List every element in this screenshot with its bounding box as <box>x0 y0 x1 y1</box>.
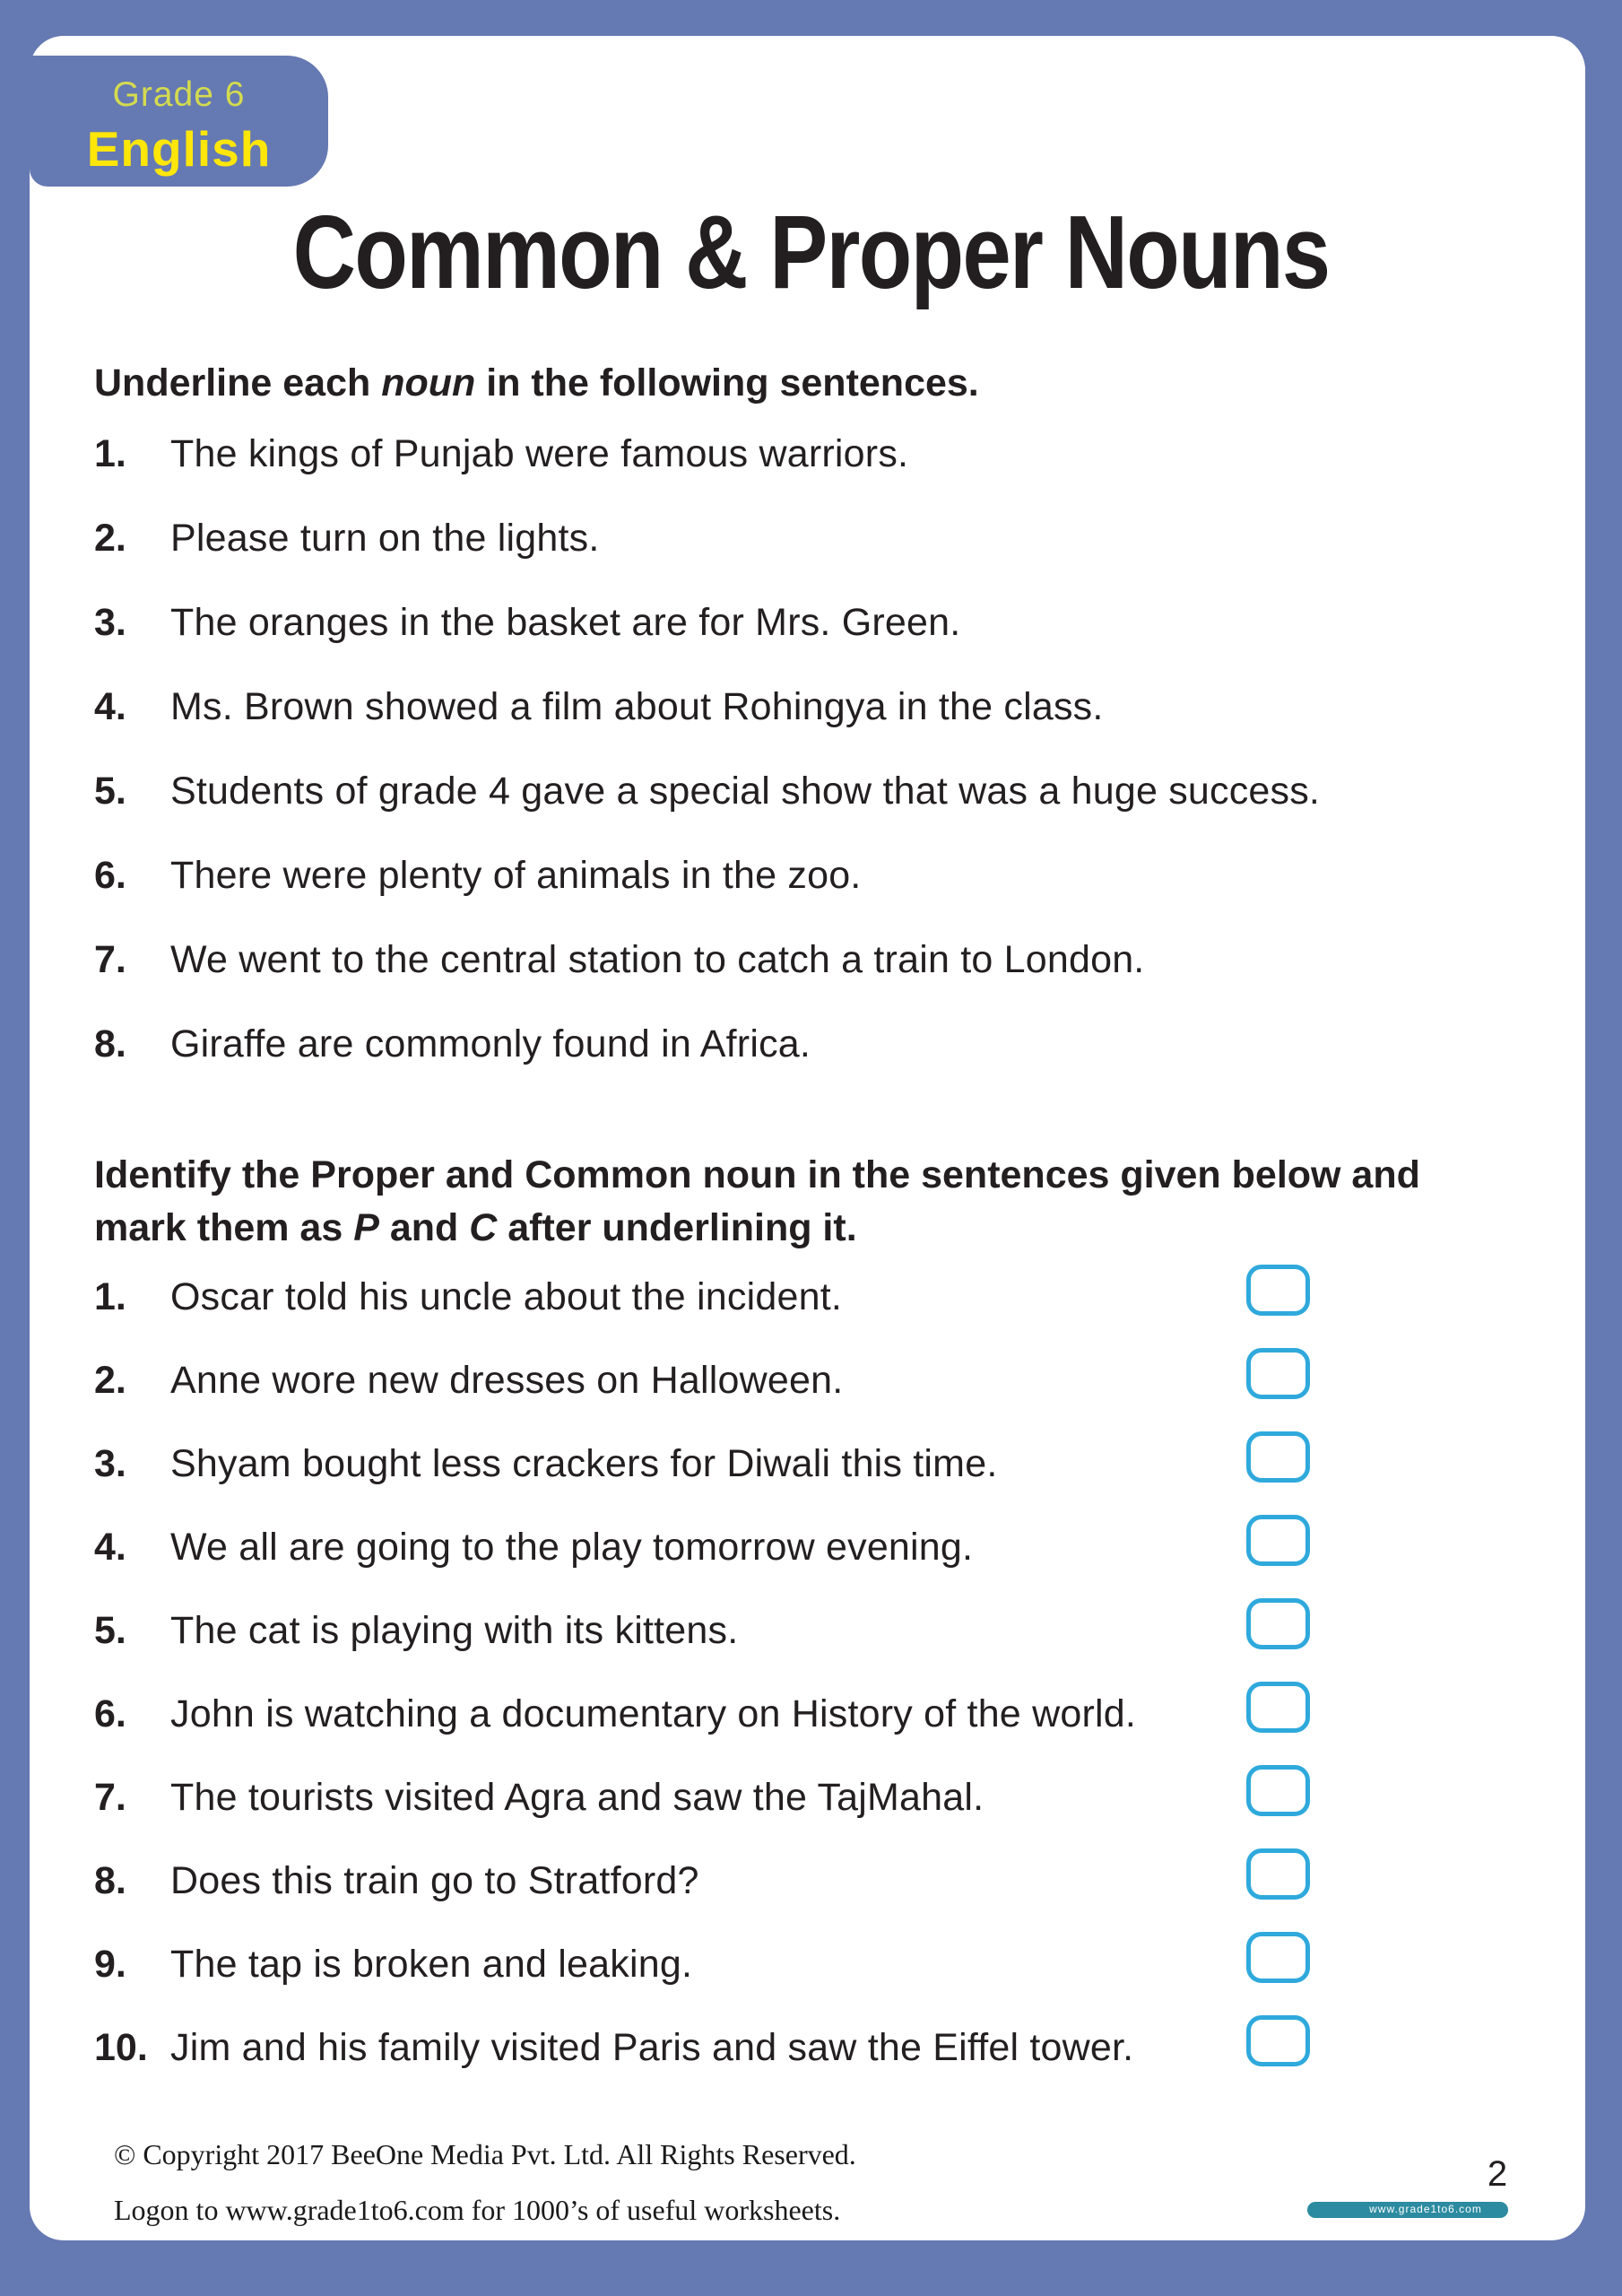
item-text: Jim and his family visited Paris and saw the Eiffel tower. <box>170 2026 1134 2069</box>
item-text: The tap is broken and leaking. <box>170 1943 693 1986</box>
list-item <box>94 1515 1568 1598</box>
list-item <box>94 847 1568 931</box>
footer-logon: Logon to www.grade1to6.com for 1000’s of useful worksheets. <box>114 2194 841 2226</box>
list-item <box>94 1765 1568 1848</box>
footer-copyright: © Copyright 2017 BeeOne Media Pvt. Ltd. All Rights Reserved. <box>114 2138 856 2170</box>
list-item <box>94 1682 1568 1765</box>
item-number: 3. <box>94 1442 126 1485</box>
answer-checkbox[interactable] <box>1246 1515 1310 1566</box>
item-number: 6. <box>94 854 126 897</box>
section1-list <box>94 425 1568 1100</box>
website-pill: www.grade1to6.com <box>1307 2202 1508 2218</box>
item-number: 7. <box>94 1776 126 1819</box>
page-number: 2 <box>1487 2154 1508 2194</box>
item-text: The tourists visited Agra and saw the TajMahal. <box>170 1776 984 1819</box>
section1-instruction-post: in the following sentences. <box>475 361 979 404</box>
list-item <box>94 1265 1568 1348</box>
badge-grade-label: Grade 6 <box>112 75 246 114</box>
item-text: Ms. Brown showed a film about Rohingya in the class. <box>170 685 1104 728</box>
item-number: 5. <box>94 1609 126 1652</box>
list-item <box>94 509 1568 594</box>
item-text: Giraffe are commonly found in Africa. <box>170 1022 811 1065</box>
list-item <box>94 1932 1568 2015</box>
item-number: 8. <box>94 1859 126 1902</box>
item-text: We went to the central station to catch a train to London. <box>170 938 1145 981</box>
item-number: 5. <box>94 770 126 813</box>
section2-list <box>94 1265 1568 2099</box>
item-number: 2. <box>94 1359 126 1402</box>
item-number: 10. <box>94 2026 148 2069</box>
grade-badge <box>30 56 328 187</box>
answer-checkbox[interactable] <box>1246 1598 1310 1649</box>
section1-instruction-pre: Underline each <box>94 361 382 404</box>
item-number: 1. <box>94 432 126 475</box>
item-number: 3. <box>94 601 126 644</box>
item-text: We all are going to the play tomorrow evening. <box>170 1526 974 1569</box>
answer-checkbox[interactable] <box>1246 2015 1310 2066</box>
item-text: Does this train go to Stratford? <box>170 1859 699 1902</box>
section2-instruction-p: P <box>353 1206 379 1250</box>
section1-instruction-noun: noun <box>381 361 476 404</box>
answer-checkbox[interactable] <box>1246 1265 1310 1316</box>
item-text: Oscar told his uncle about the incident. <box>170 1275 842 1318</box>
item-text: There were plenty of animals in the zoo. <box>170 854 862 897</box>
page-title: Common & Proper Nouns <box>292 194 1330 310</box>
answer-checkbox[interactable] <box>1246 1765 1310 1816</box>
list-item <box>94 594 1568 678</box>
badge-subject-label: English <box>86 121 272 177</box>
list-item <box>94 762 1568 847</box>
list-item <box>94 2015 1568 2099</box>
item-text: Shyam bought less crackers for Diwali this time. <box>170 1442 998 1485</box>
list-item <box>94 1015 1568 1100</box>
item-number: 4. <box>94 685 126 728</box>
item-text: The kings of Punjab were famous warriors. <box>170 432 909 475</box>
item-text: The cat is playing with its kittens. <box>170 1609 739 1652</box>
item-number: 4. <box>94 1526 126 1569</box>
list-item <box>94 1348 1568 1431</box>
section2-instruction <box>94 1149 1497 1256</box>
list-item <box>94 1848 1568 1932</box>
item-number: 9. <box>94 1943 126 1986</box>
answer-checkbox[interactable] <box>1246 1348 1310 1399</box>
item-number: 1. <box>94 1275 126 1318</box>
item-text: The oranges in the basket are for Mrs. Green. <box>170 601 961 644</box>
answer-checkbox[interactable] <box>1246 1682 1310 1733</box>
item-number: 2. <box>94 517 126 560</box>
item-text: Please turn on the lights. <box>170 517 600 560</box>
list-item <box>94 1431 1568 1515</box>
list-item <box>94 1598 1568 1682</box>
section2-instruction-pre: Identify the Proper and Common noun in the sentences given below and mark them as <box>94 1153 1420 1250</box>
list-item <box>94 425 1568 509</box>
section2-instruction-post: after underlining it. <box>497 1206 857 1250</box>
item-text: John is watching a documentary on History of the world. <box>170 1692 1136 1735</box>
list-item <box>94 678 1568 762</box>
answer-checkbox[interactable] <box>1246 1431 1310 1483</box>
section2-instruction-mid: and <box>378 1206 470 1250</box>
section1-instruction <box>94 359 979 409</box>
list-item <box>94 931 1568 1015</box>
item-number: 6. <box>94 1692 126 1735</box>
answer-checkbox[interactable] <box>1246 1932 1310 1983</box>
item-text: Students of grade 4 gave a special show that was a huge success. <box>170 770 1321 813</box>
item-number: 7. <box>94 938 126 981</box>
item-text: Anne wore new dresses on Halloween. <box>170 1359 844 1402</box>
answer-checkbox[interactable] <box>1246 1848 1310 1900</box>
section2-instruction-c: C <box>469 1206 498 1250</box>
item-number: 8. <box>94 1022 126 1065</box>
